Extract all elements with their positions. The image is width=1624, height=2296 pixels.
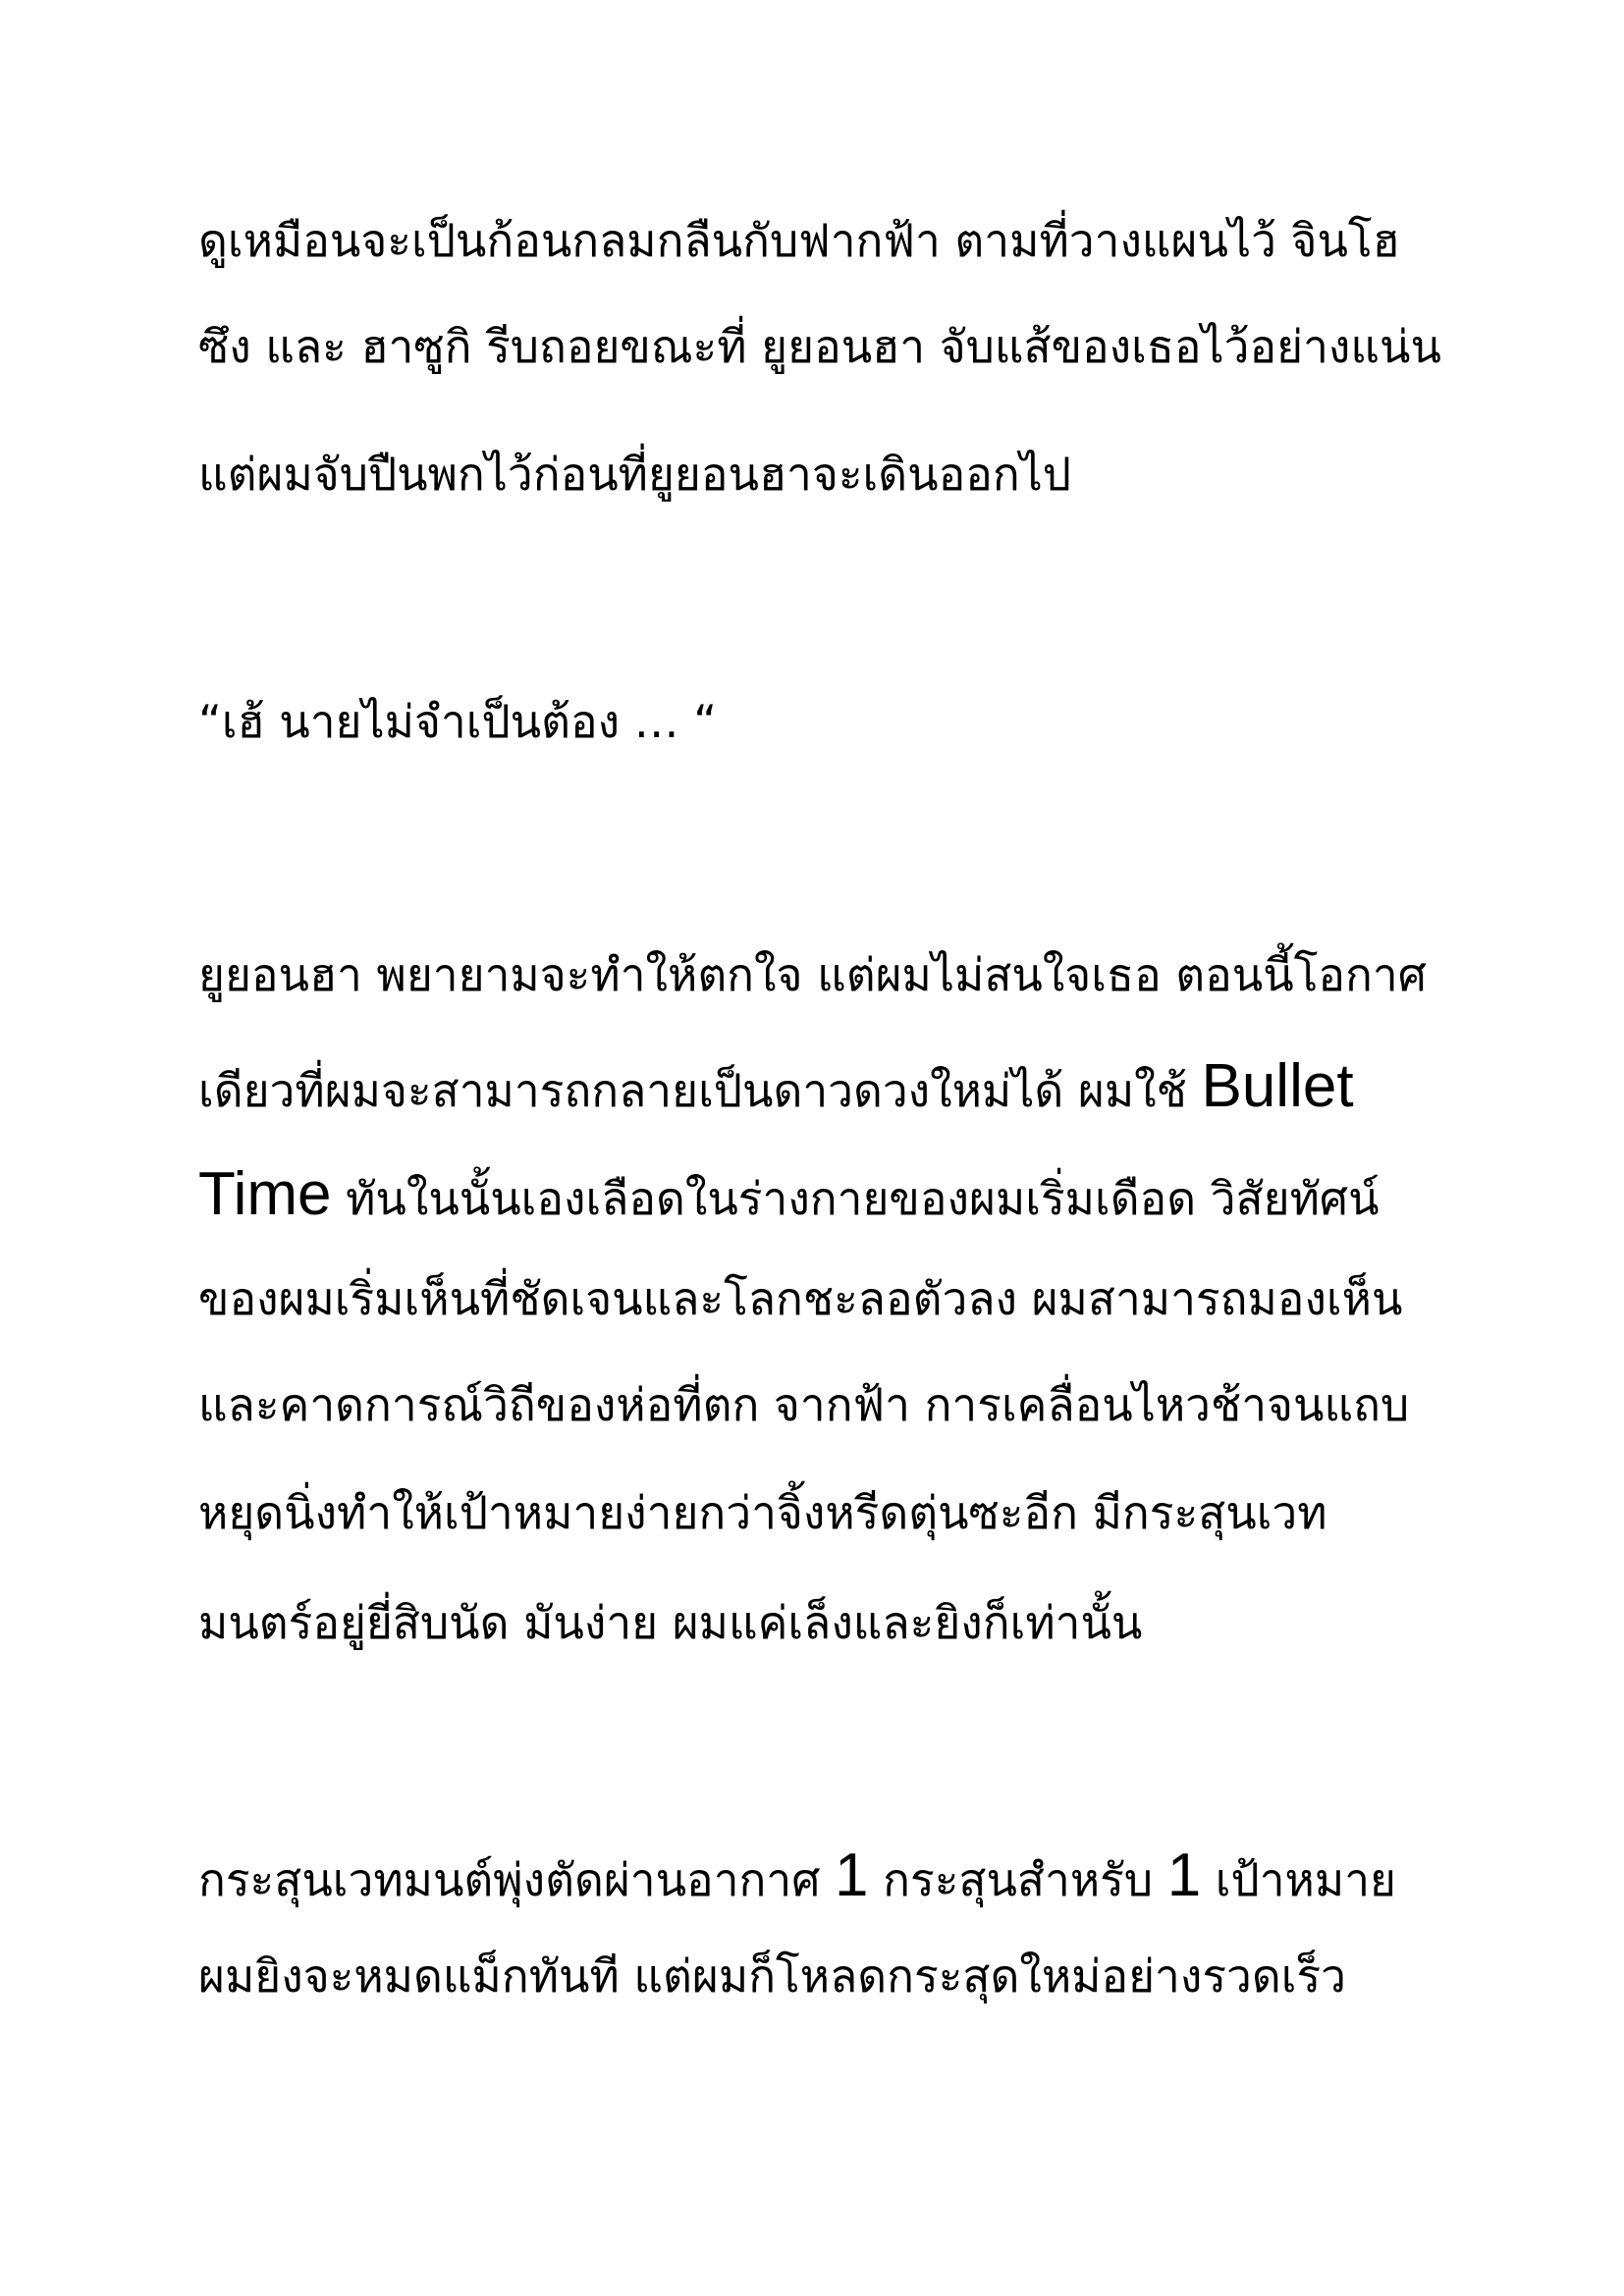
dialogue-line: “เฮ้ นายไม่จำเป็นต้อง … “: [198, 695, 718, 748]
paragraph-1-line-3: แต่ผมจับปืนพกไว้ก่อนที่ยูยอนฮาจะเดินออกไป: [198, 448, 1072, 501]
paragraph-3-line-1-b: กระสุนสำหรับ: [868, 1853, 1167, 1906]
paragraph-2-line-1: ยูยอนฮา พยายามจะทำให้ตกใจ แต่ผมไม่สนใจเธอ ตอนนี้โอกาศ: [198, 948, 1427, 1001]
paragraph-1-line-1: ดูเหมือนจะเป็นก้อนกลมกลืนกับฟากฟ้า ตามที่วางแผนไว้ จินโฮ: [198, 214, 1400, 267]
paragraph-2-line-3: [198, 1160, 1380, 1228]
paragraph-3-line-1-a: กระสุนเวทมนต์พุ่งตัดผ่านอากาศ: [198, 1853, 836, 1906]
paragraph-2-line-7: มนตร์อยู่ยี่สิบนัด มันง่าย ผมแค่เล็งและยิงก็เท่านั้น: [198, 1596, 1143, 1649]
paragraph-3-line-1-c: เป้าหมาย: [1201, 1853, 1396, 1906]
paragraph-2-line-4: ของผมเริ่มเห็นที่ชัดเจนและโลกชะลอตัวลง ผมสามารถมองเห็น: [198, 1272, 1403, 1325]
paragraph-2-line-2-thai: เดียวที่ผมจะสามารถกลายเป็นดาวดวงใหม่ได้ ผมใช้: [198, 1064, 1202, 1117]
number-one-second: 1: [1166, 1842, 1202, 1909]
number-one-first: 1: [835, 1842, 869, 1909]
bullet-word: Bullet: [1201, 1052, 1354, 1120]
paragraph-3-line-2: ผมยิงจะหมดแม็กทันที แต่ผมก็โหลดกระสุดใหม่อย่างรวดเร็ว: [198, 1949, 1347, 2002]
paragraph-2-line-2: [198, 1052, 1354, 1120]
paragraph-2-line-5: และคาดการณ์วิถีของห่อที่ตก จากฟ้า การเคลื่อนไหวช้าจนแถบ: [198, 1378, 1410, 1431]
paragraph-2-line-3-thai: ทันในนั้นเองเลือดในร่างกายของผมเริ่มเดือด วิสัยทัศน์: [331, 1172, 1380, 1225]
time-word: Time: [198, 1160, 332, 1228]
paragraph-1-line-2: ซึง และ ฮาซูกิ รีบถอยขณะที่ ยูยอนฮา จับแส้ของเธอไว้อย่างแน่น: [198, 320, 1441, 373]
paragraph-2-line-6: หยุดนิ่งทำให้เป้าหมายง่ายกว่าจิ้งหรีดตุ่นซะอีก มีกระสุนเวท: [198, 1486, 1327, 1539]
paragraph-3-line-1: [198, 1842, 1396, 1909]
